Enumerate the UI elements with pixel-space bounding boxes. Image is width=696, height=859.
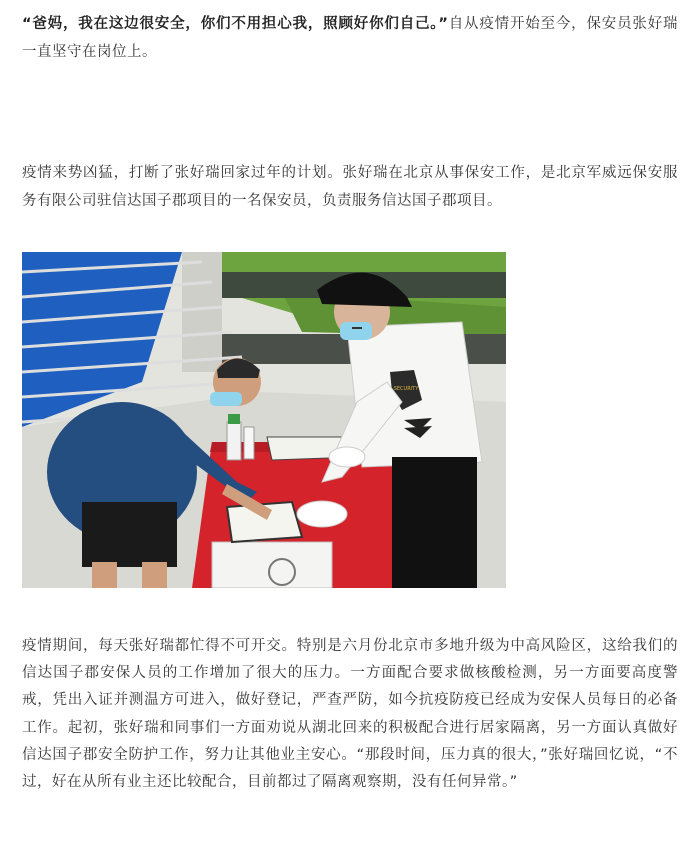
paragraph-intro [22,10,678,66]
article-photo [22,252,506,588]
paragraph-details: 疫情期间，每天张好瑞都忙得不可开交。特别是六月份北京市多地升级为中高风险区，这给我们的信达国子郡安保人员的工作增加了很大的压力。一方面配合要求做核酸检测，另一方面要高度警戒，凭出入证并测温方可进入，做好登记，严查严防，如今抗疫防疫已经成为安保人员每日的必备工作。起初，张好瑞和同事们一方面劝说从湖北回来的积极配合进行居家隔离，另一方面认真做好信达国子郡安全防护工作，努力让其他业主安心。“那段时间，压力真的很大，”张好瑞回忆说，“不过，好在从所有业主还比较配合，目前都过了隔离观察期，没有任何异常。” [22,638,678,791]
patch-label: SECURITY [393,386,419,392]
intro-rest: 自从疫情开始至今，保安员张好瑞一直坚守在岗位上。 [22,16,679,60]
photo-illustration [22,252,506,588]
intro-quote: “爸妈，我在这边很安全，你们不用担心我，照顾好你们自己。” [22,16,449,32]
paragraph-background: 疫情来势凶猛，打断了张好瑞回家过年的计划。张好瑞在北京从事保安工作，是北京军威远保安服务有限公司驻信达国子郡项目的一名保安员，负责服务信达国子郡项目。 [22,165,678,209]
